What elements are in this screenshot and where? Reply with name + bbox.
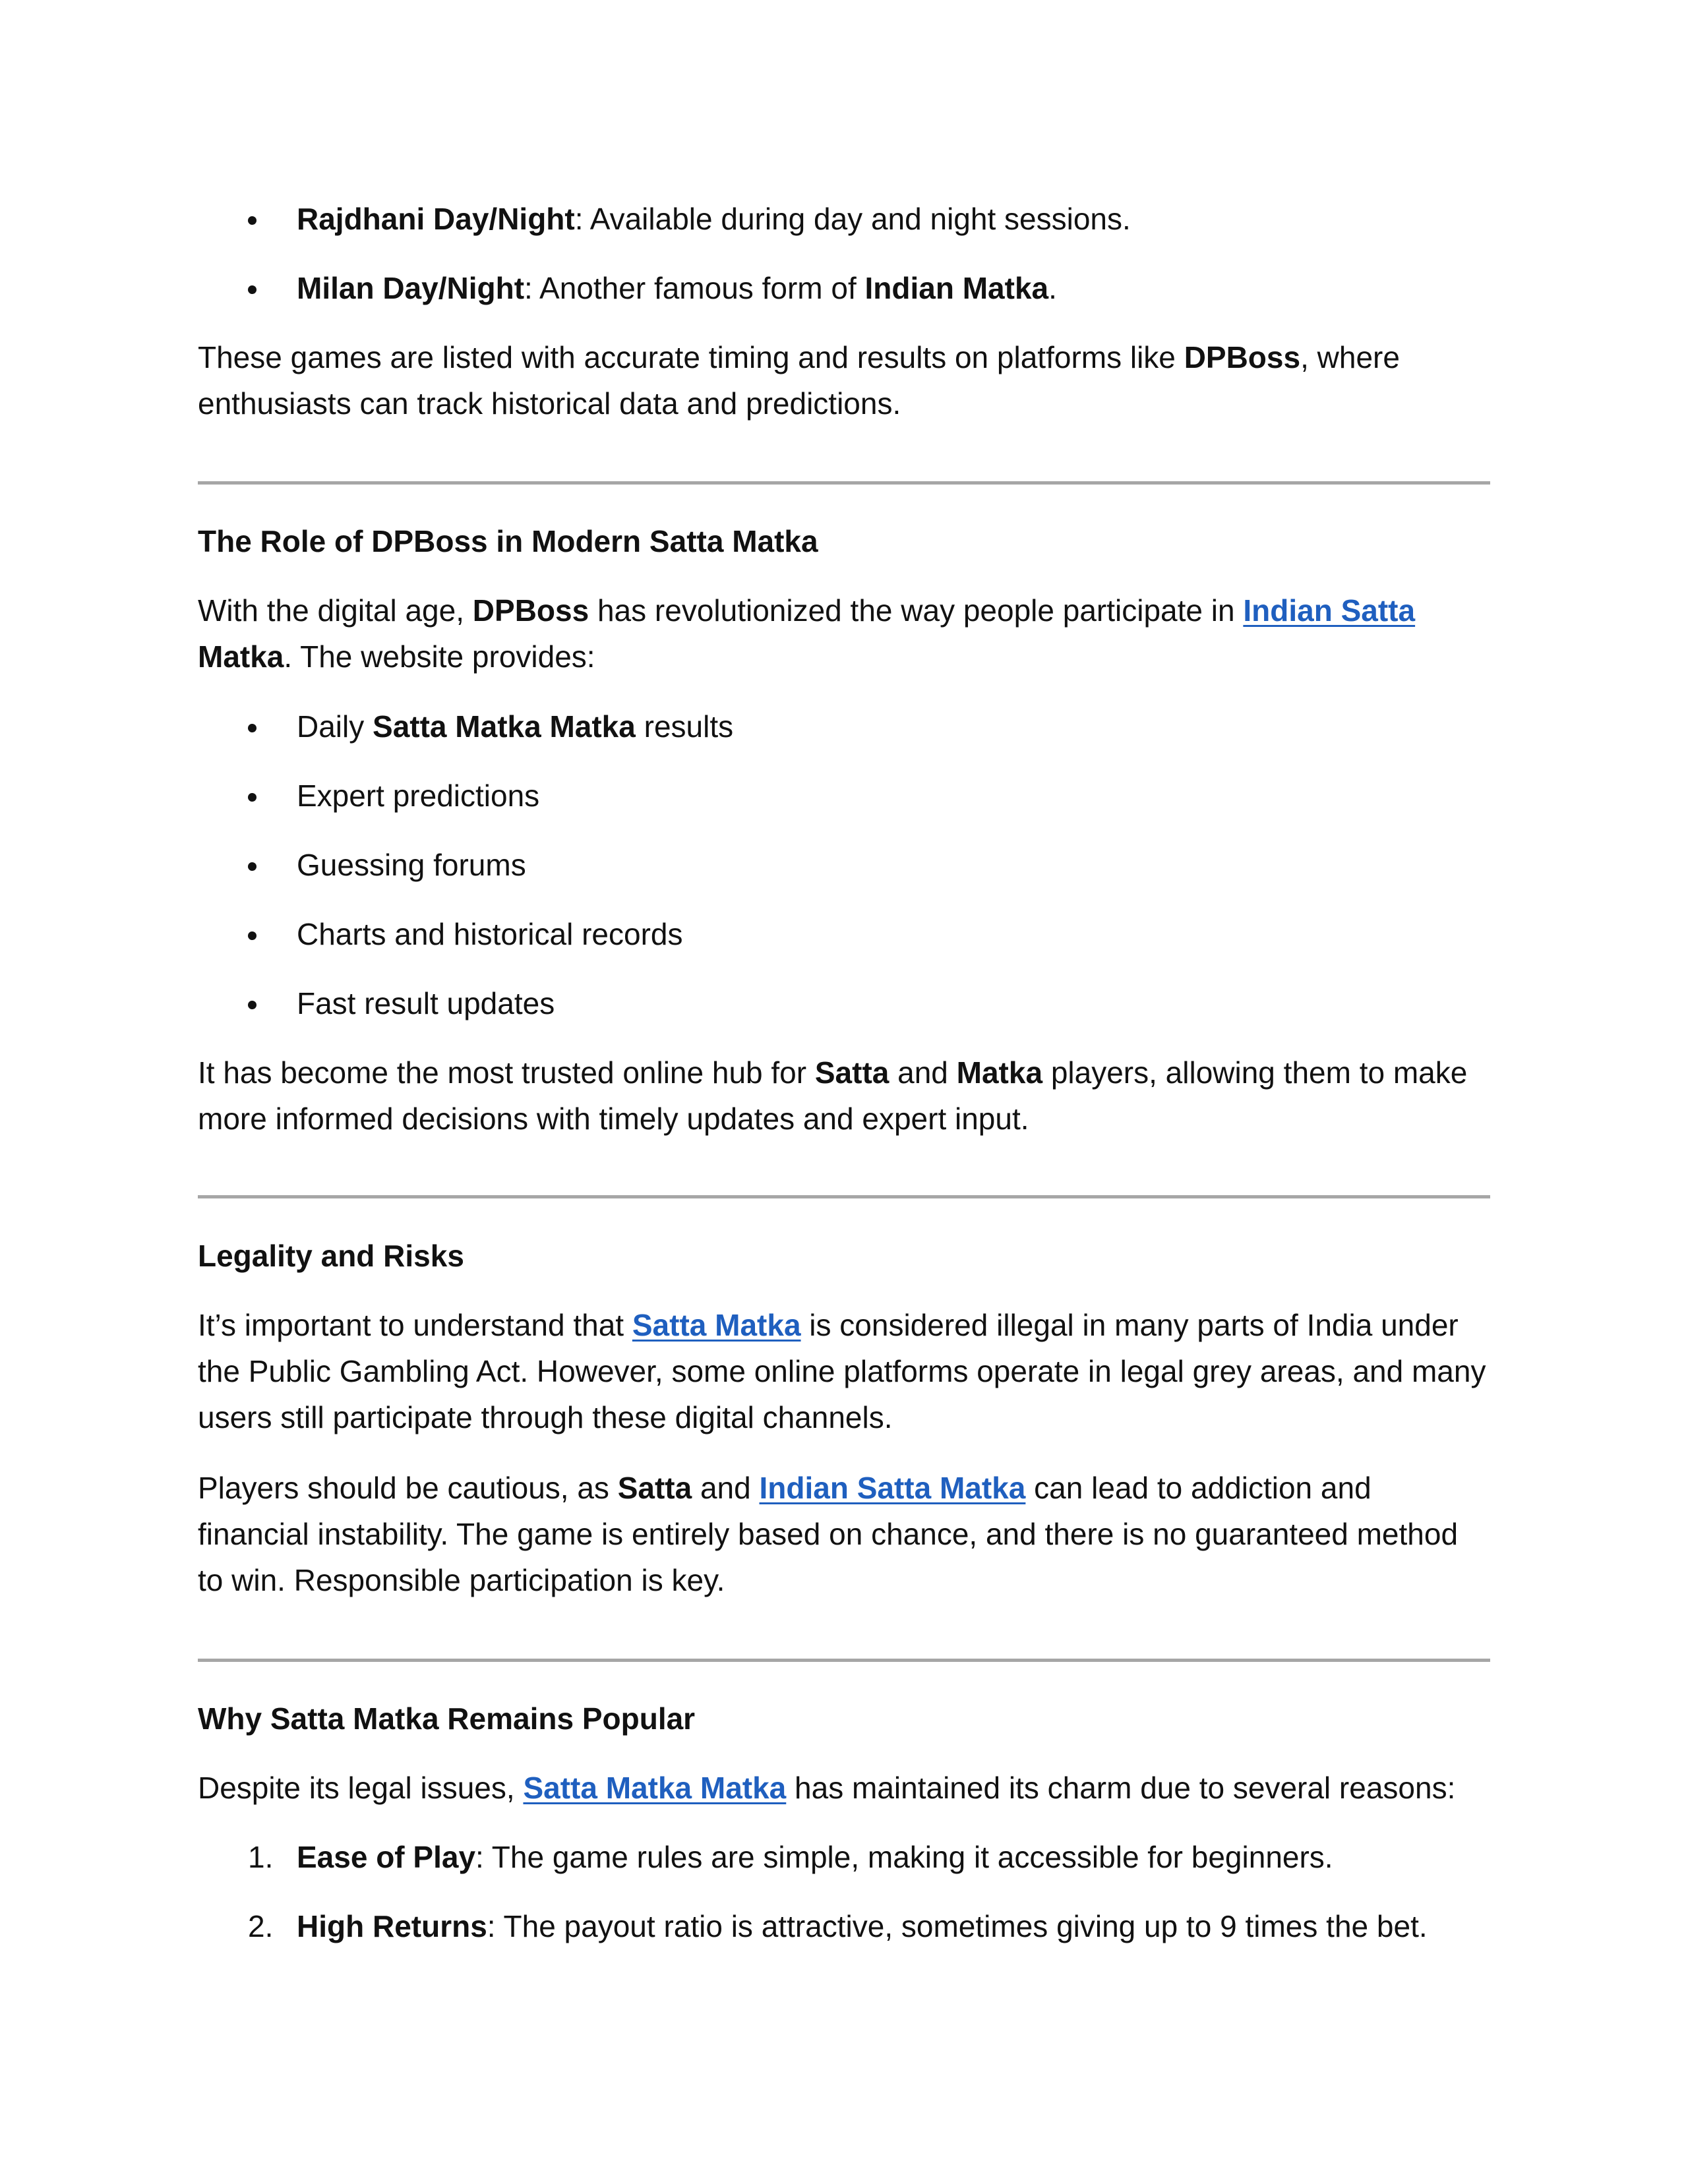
paragraph-text: , where enthusiasts can track historical data and predictions.	[198, 340, 1400, 421]
satta-matka-matka-link[interactable]: Satta Matka Matka	[523, 1771, 787, 1805]
list-item-text: .	[1048, 271, 1057, 305]
section-paragraph	[198, 587, 1490, 680]
bullet-icon	[248, 931, 256, 940]
paragraph-bold: Matka	[956, 1055, 1043, 1090]
list-item	[198, 265, 1490, 311]
list-item-text: Expert predictions	[297, 779, 540, 813]
paragraph-text: and	[692, 1471, 760, 1505]
list-item-text: : The payout ratio is attractive, sometimes giving up to 9 times the bet.	[487, 1909, 1428, 1943]
list-item-text: results	[635, 709, 734, 744]
list-item-text: : Another famous form of	[524, 271, 865, 305]
paragraph-text: and	[889, 1055, 957, 1090]
list-number: 1.	[248, 1840, 274, 1874]
list-item-text: Daily	[297, 709, 373, 744]
bullet-icon	[248, 216, 256, 225]
paragraph-text: is considered illegal in many parts of India under the Public Gambling Act. However, some online platforms operate in legal grey areas, and many users still participate through these digital channels.	[198, 1308, 1486, 1434]
paragraph-text: . The website provides:	[284, 639, 595, 674]
list-item-term: High Returns	[297, 1909, 487, 1943]
list-item-term: Rajdhani Day/Night	[297, 202, 575, 236]
section-paragraph	[198, 1302, 1490, 1440]
paragraph-bold: DPBoss	[1184, 340, 1301, 374]
indian-satta-link[interactable]: Indian Satta	[1243, 593, 1416, 628]
list-item	[198, 980, 1490, 1026]
paragraph-text: can lead to addiction and financial instability. The game is entirely based on chance, and there is no guaranteed method to win. Responsible participation is key.	[198, 1471, 1459, 1597]
paragraph-text: It has become the most trusted online hub for	[198, 1055, 815, 1090]
paragraph-text: With the digital age,	[198, 593, 473, 628]
list-item-bold: Indian Matka	[864, 271, 1049, 305]
list-item	[198, 196, 1490, 242]
list-item-text: : The game rules are simple, making it accessible for beginners.	[475, 1840, 1333, 1874]
bullet-icon	[248, 1001, 256, 1009]
list-item	[198, 842, 1490, 888]
list-item-term: Ease of Play	[297, 1840, 476, 1874]
divider	[198, 481, 1490, 485]
bullet-icon	[248, 793, 256, 802]
list-item	[198, 703, 1490, 750]
list-item-text: Fast result updates	[297, 986, 555, 1020]
paragraph-bold: DPBoss	[472, 593, 589, 628]
paragraph-text: Despite its legal issues,	[198, 1771, 524, 1805]
numbered-list-item	[198, 1834, 1490, 1880]
section-heading: Why Satta Matka Remains Popular	[198, 1701, 696, 1736]
section-paragraph	[198, 1765, 1490, 1811]
numbered-list-item	[198, 1903, 1490, 1949]
bullet-icon	[248, 285, 256, 294]
paragraph-text: players, allowing them to make more informed decisions with timely updates and expert input.	[198, 1055, 1468, 1136]
satta-matka-link[interactable]: Satta Matka	[632, 1308, 801, 1342]
paragraph-text: has revolutionized the way people participate in	[589, 593, 1244, 628]
paragraph-text: It’s important to understand that	[198, 1308, 632, 1342]
paragraph-text: Players should be cautious, as	[198, 1471, 618, 1505]
paragraph-text: These games are listed with accurate timing and results on platforms like	[198, 340, 1184, 374]
list-item-text: : Available during day and night sessions.	[574, 202, 1131, 236]
list-number: 2.	[248, 1909, 274, 1943]
list-item-bold: Satta Matka Matka	[373, 709, 636, 744]
paragraph-bold: Satta	[814, 1055, 889, 1090]
bullet-icon	[248, 724, 256, 732]
paragraph-text: has maintained its charm due to several reasons:	[786, 1771, 1456, 1805]
intro-paragraph	[198, 334, 1490, 427]
paragraph-bold: Satta	[617, 1471, 692, 1505]
bullet-icon	[248, 862, 256, 871]
divider	[198, 1195, 1490, 1198]
section-paragraph	[198, 1049, 1490, 1142]
list-item	[198, 911, 1490, 957]
section-paragraph	[198, 1465, 1490, 1603]
paragraph-bold: Matka	[198, 639, 284, 674]
list-item-text: Charts and historical records	[297, 917, 683, 951]
indian-satta-matka-link[interactable]: Indian Satta Matka	[759, 1471, 1026, 1505]
list-item	[198, 773, 1490, 819]
section-heading: Legality and Risks	[198, 1239, 464, 1273]
section-heading: The Role of DPBoss in Modern Satta Matka	[198, 524, 818, 558]
divider	[198, 1659, 1490, 1662]
list-item-term: Milan Day/Night	[297, 271, 525, 305]
list-item-text: Guessing forums	[297, 848, 526, 882]
